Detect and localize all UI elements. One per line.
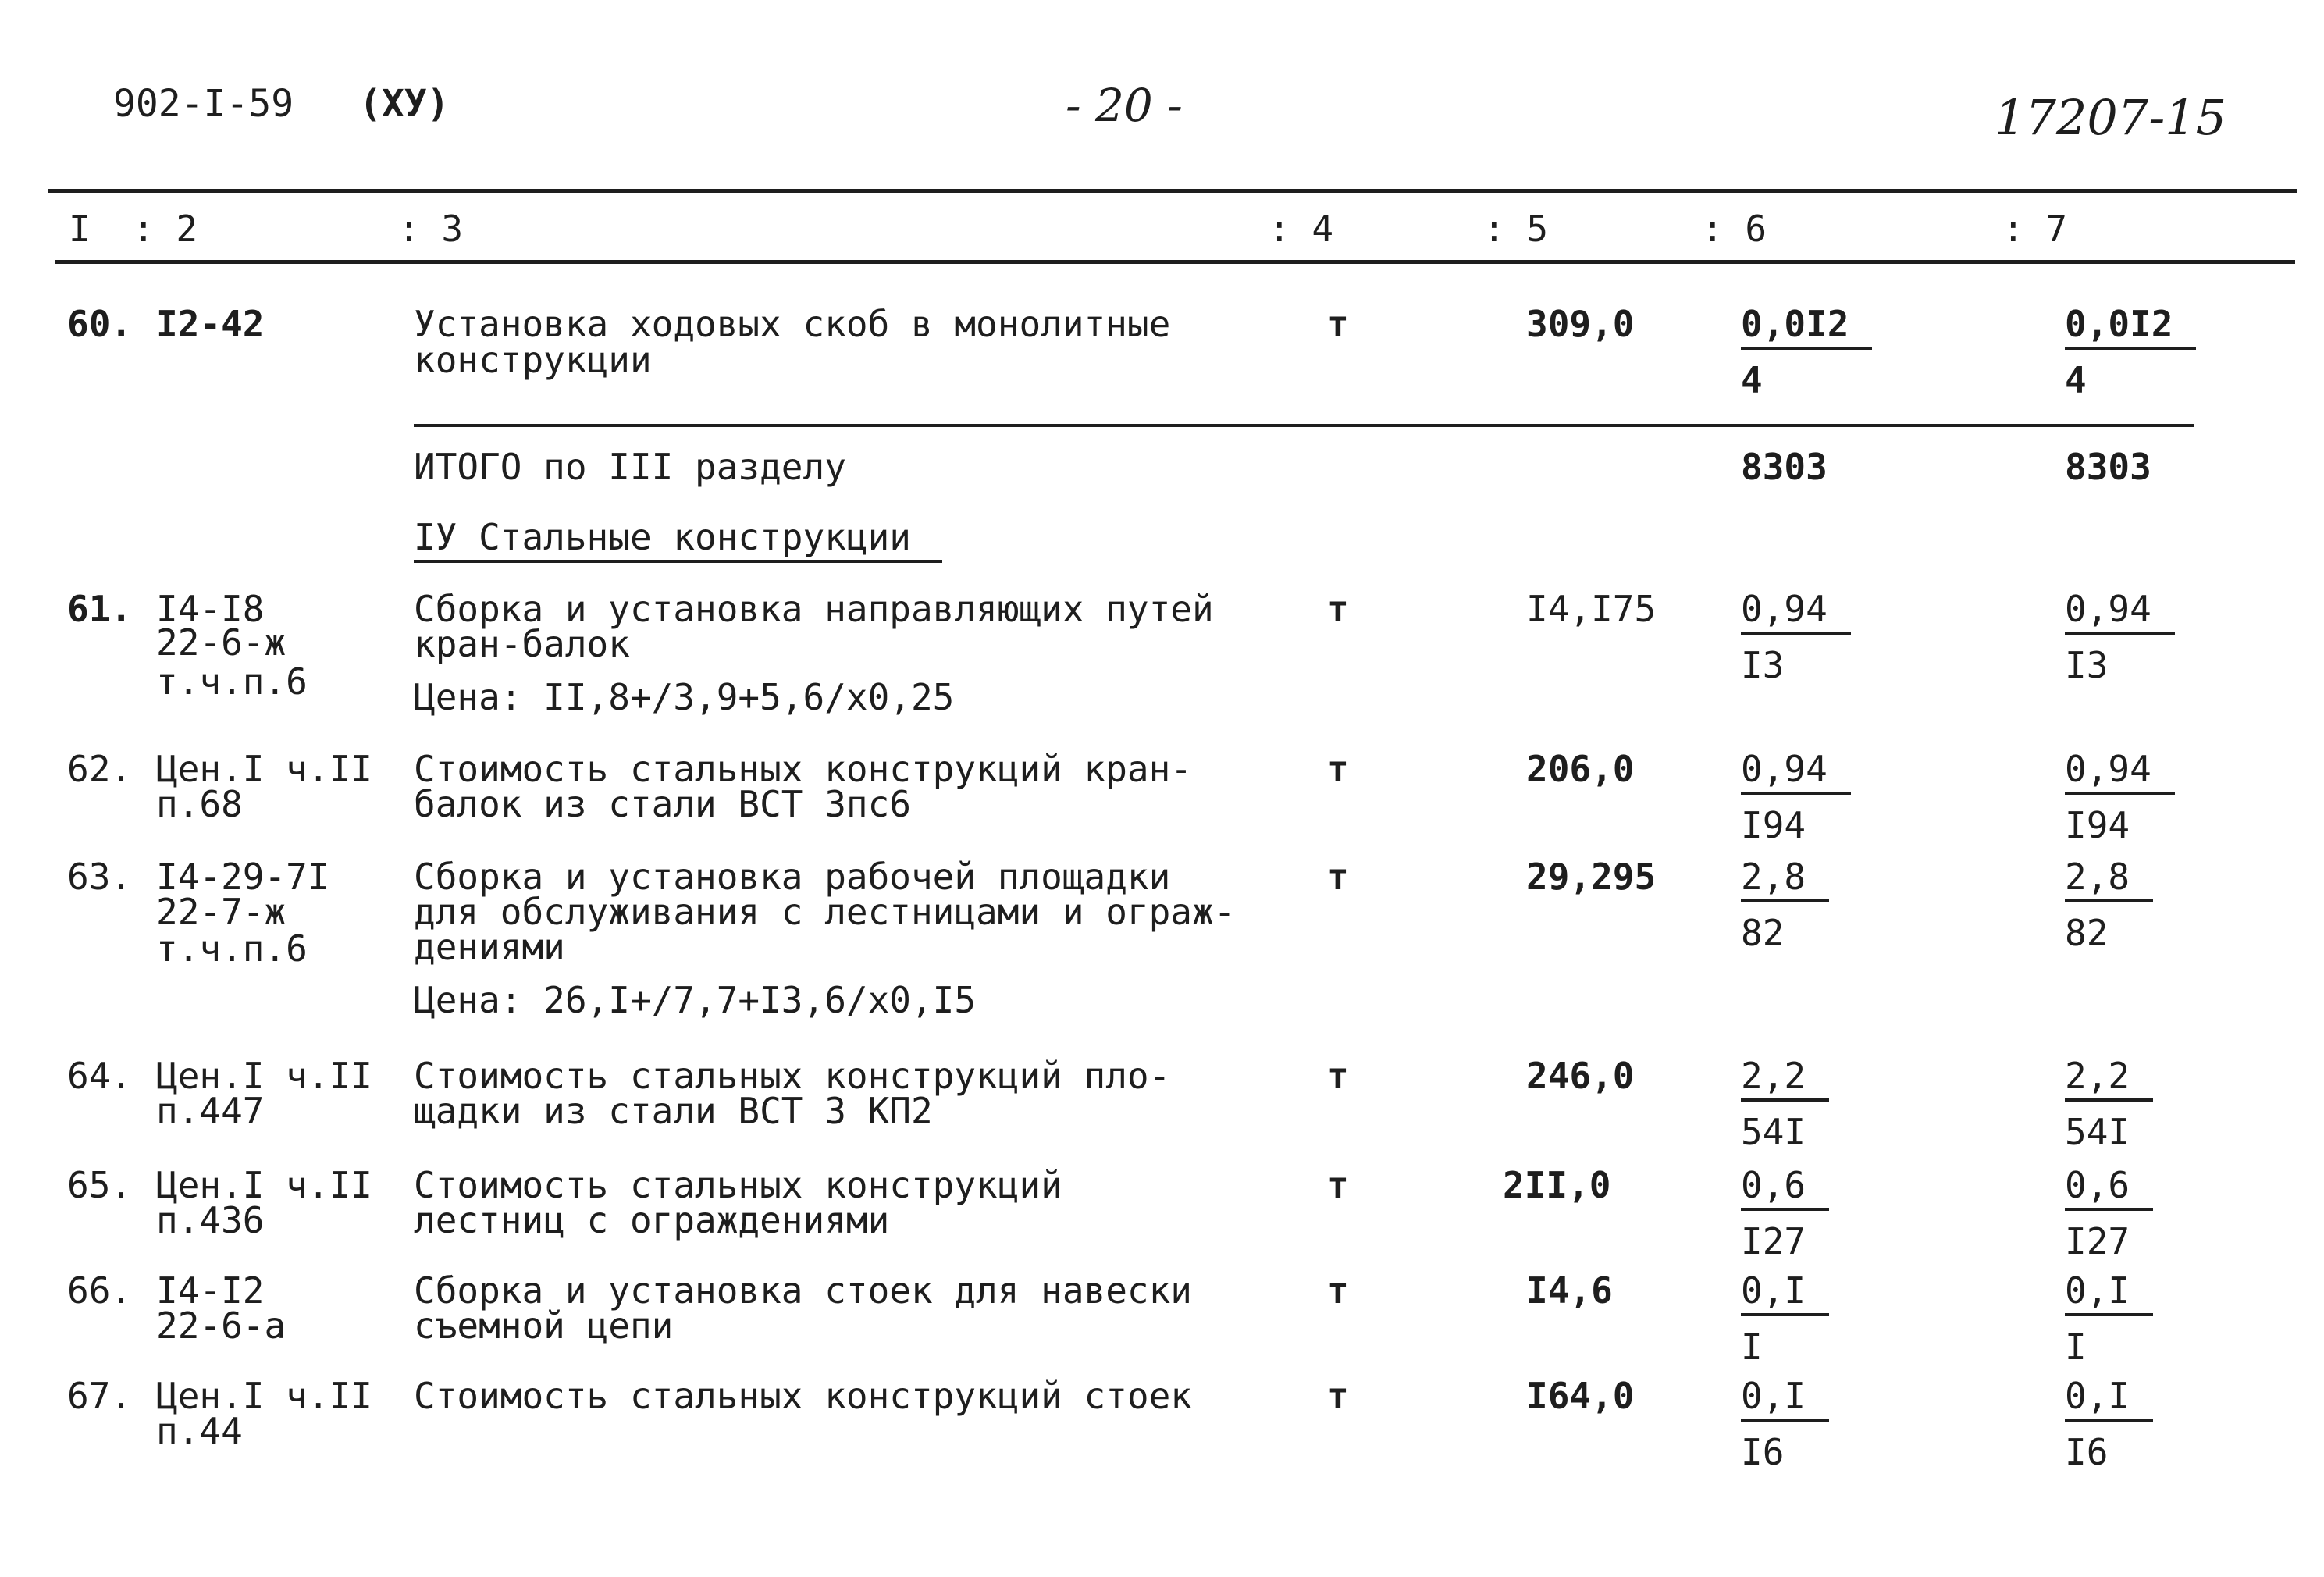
row-col6-numerator: 2,2 (1741, 1058, 1829, 1102)
row-description: Стоимость стальных конструкций пло- (414, 1055, 1171, 1097)
row-col6-numerator: 0,94 (1741, 751, 1851, 795)
column-header-3: : 3 (398, 208, 464, 250)
row-col7-numerator: 2,8 (2065, 859, 2153, 902)
row-col7-value (2065, 1375, 2153, 1473)
row-quantity: 29,295 (1526, 856, 1657, 898)
row-number: 60. (67, 303, 133, 345)
row-quantity: 2II,0 (1503, 1164, 1611, 1206)
page-number: - 20 - (1066, 79, 1183, 132)
row-description: дениями (414, 926, 565, 968)
row-unit: т (1327, 1375, 1349, 1417)
row-code: I2-42 (156, 303, 265, 345)
row-description: Сборка и установка рабочей площадки (414, 856, 1171, 898)
row-code: Цен.I ч.II (156, 748, 372, 790)
row-col7-numerator: 0,0I2 (2065, 306, 2196, 350)
row-col7-numerator: 0,I (2065, 1273, 2153, 1316)
row-code: I4-I2 (156, 1269, 265, 1312)
row-col7-denominator: 4 (2065, 359, 2087, 401)
row-quantity: 206,0 (1526, 748, 1635, 790)
column-header-5: : 5 (1483, 208, 1549, 250)
row-col6-numerator: 0,0I2 (1741, 306, 1872, 350)
row-code: т.ч.п.6 (156, 660, 308, 703)
row-description: Сборка и установка стоек для навески (414, 1269, 1192, 1312)
row-quantity: 246,0 (1526, 1055, 1635, 1097)
row-col7-value (2065, 748, 2175, 846)
row-col6-denominator: I (1741, 1326, 1763, 1368)
document-code: 902-I-59 (113, 82, 294, 126)
row-description: Стоимость стальных конструкций кран- (414, 748, 1192, 790)
row-description: балок из стали ВСТ 3пс6 (414, 783, 911, 825)
row-description: для обслуживания с лестницами и ограж- (414, 891, 1236, 933)
row-col7-numerator: 0,6 (2065, 1167, 2153, 1211)
row-col6-denominator: I94 (1741, 804, 1806, 846)
row-col6-value (1741, 1375, 1829, 1473)
row-code: п.68 (156, 783, 243, 825)
row-col6-numerator: 0,I (1741, 1273, 1829, 1316)
row-description: конструкции (414, 339, 652, 381)
row-number: 64. (67, 1055, 133, 1097)
row-description: кран-балок (414, 623, 630, 665)
row-code: Цен.I ч.II (156, 1375, 372, 1417)
row-col6-value (1741, 1055, 1829, 1153)
row-col6-numerator: 0,I (1741, 1378, 1829, 1422)
row-quantity: I4,6 (1526, 1269, 1613, 1312)
row-code: т.ч.п.6 (156, 927, 308, 970)
row-col7-value (2065, 856, 2153, 954)
row-description: щадки из стали ВСТ 3 КП2 (414, 1090, 933, 1132)
section-title: IУ Стальные конструкции (414, 519, 942, 563)
row-unit: т (1327, 856, 1349, 898)
row-col7-value (2065, 303, 2196, 401)
row-unit: т (1327, 748, 1349, 790)
row-code: п.447 (156, 1090, 265, 1132)
row-description: Сборка и установка направляющих путей (414, 588, 1214, 630)
row-quantity: 309,0 (1526, 303, 1635, 345)
row-price-note: Цена: II,8+/3,9+5,6/х0,25 (414, 676, 955, 718)
row-col6-value (1741, 1269, 1829, 1368)
row-col6-denominator: 82 (1741, 912, 1785, 954)
table-header-rule (55, 260, 2295, 264)
row-description: Стоимость стальных конструкций стоек (414, 1375, 1192, 1417)
row-col7-denominator: I27 (2065, 1220, 2130, 1262)
sheet-reference: 17207-15 (1995, 89, 2227, 146)
row-unit: т (1327, 303, 1349, 345)
row-col6-denominator: 4 (1741, 359, 1763, 401)
row-number: 61. (67, 588, 133, 630)
row-col6-denominator: I3 (1741, 644, 1785, 686)
row-col7-numerator: 0,I (2065, 1378, 2153, 1422)
row-unit: т (1327, 1055, 1349, 1097)
row-col6-value (1741, 856, 1829, 954)
row-description: лестниц с ограждениями (414, 1199, 890, 1241)
row-code: п.44 (156, 1410, 243, 1452)
row-description: Установка ходовых скоб в монолитные (414, 303, 1171, 345)
row-col6-value (1741, 1164, 1829, 1262)
row-description: Стоимость стальных конструкций (414, 1164, 1062, 1206)
row-col7-denominator: I (2065, 1326, 2087, 1368)
row-col6-numerator: 0,6 (1741, 1167, 1829, 1211)
row-col7-numerator: 0,94 (2065, 751, 2175, 795)
column-header-4: : 4 (1269, 208, 1334, 250)
row-description: съемной цепи (414, 1305, 674, 1347)
column-header-1: I (69, 208, 91, 250)
column-header-6: : 6 (1702, 208, 1767, 250)
row-number: 65. (67, 1164, 133, 1206)
row-quantity: I4,I75 (1526, 588, 1657, 630)
row-col7-value (2065, 588, 2175, 686)
subtotal-col7: 8303 (2065, 446, 2151, 488)
row-col7-numerator: 0,94 (2065, 591, 2175, 635)
row-col7-denominator: I94 (2065, 804, 2130, 846)
row-number: 62. (67, 748, 133, 790)
row-col6-value (1741, 748, 1851, 846)
row-col7-value (2065, 1164, 2153, 1262)
row-number: 63. (67, 856, 133, 898)
row-col6-numerator: 2,8 (1741, 859, 1829, 902)
row-col7-value (2065, 1055, 2153, 1153)
row-code: 22-7-ж (156, 891, 286, 933)
row-quantity: I64,0 (1526, 1375, 1635, 1417)
row-col6-value (1741, 588, 1851, 686)
row-col7-denominator: I3 (2065, 644, 2109, 686)
subtotal-col6: 8303 (1741, 446, 1828, 488)
row-col6-denominator: I27 (1741, 1220, 1806, 1262)
section-rule (414, 424, 2194, 427)
row-col7-denominator: 82 (2065, 912, 2109, 954)
row-col7-denominator: 54I (2065, 1111, 2130, 1153)
row-code: I4-I8 (156, 588, 265, 630)
row-col7-numerator: 2,2 (2065, 1058, 2153, 1102)
row-code: Цен.I ч.II (156, 1164, 372, 1206)
row-col6-denominator: I6 (1741, 1431, 1785, 1473)
row-code: п.436 (156, 1199, 265, 1241)
row-code: 22-6-а (156, 1305, 286, 1347)
row-code: Цен.I ч.II (156, 1055, 372, 1097)
row-col7-denominator: I6 (2065, 1431, 2109, 1473)
row-col6-denominator: 54I (1741, 1111, 1806, 1153)
subtotal-label: ИТОГО по III разделу (414, 446, 846, 488)
row-code: 22-6-ж (156, 621, 286, 664)
row-unit: т (1327, 588, 1349, 630)
row-col6-numerator: 0,94 (1741, 591, 1851, 635)
row-unit: т (1327, 1269, 1349, 1312)
row-number: 66. (67, 1269, 133, 1312)
row-code: I4-29-7I (156, 856, 329, 898)
row-price-note: Цена: 26,I+/7,7+I3,6/х0,I5 (414, 979, 977, 1021)
table-top-rule (48, 189, 2297, 193)
row-col7-value (2065, 1269, 2153, 1368)
row-number: 67. (67, 1375, 133, 1417)
document-section: (XУ) (359, 82, 450, 126)
row-unit: т (1327, 1164, 1349, 1206)
row-col6-value (1741, 303, 1872, 401)
column-header-2: : 2 (133, 208, 198, 250)
column-header-7: : 7 (2002, 208, 2068, 250)
